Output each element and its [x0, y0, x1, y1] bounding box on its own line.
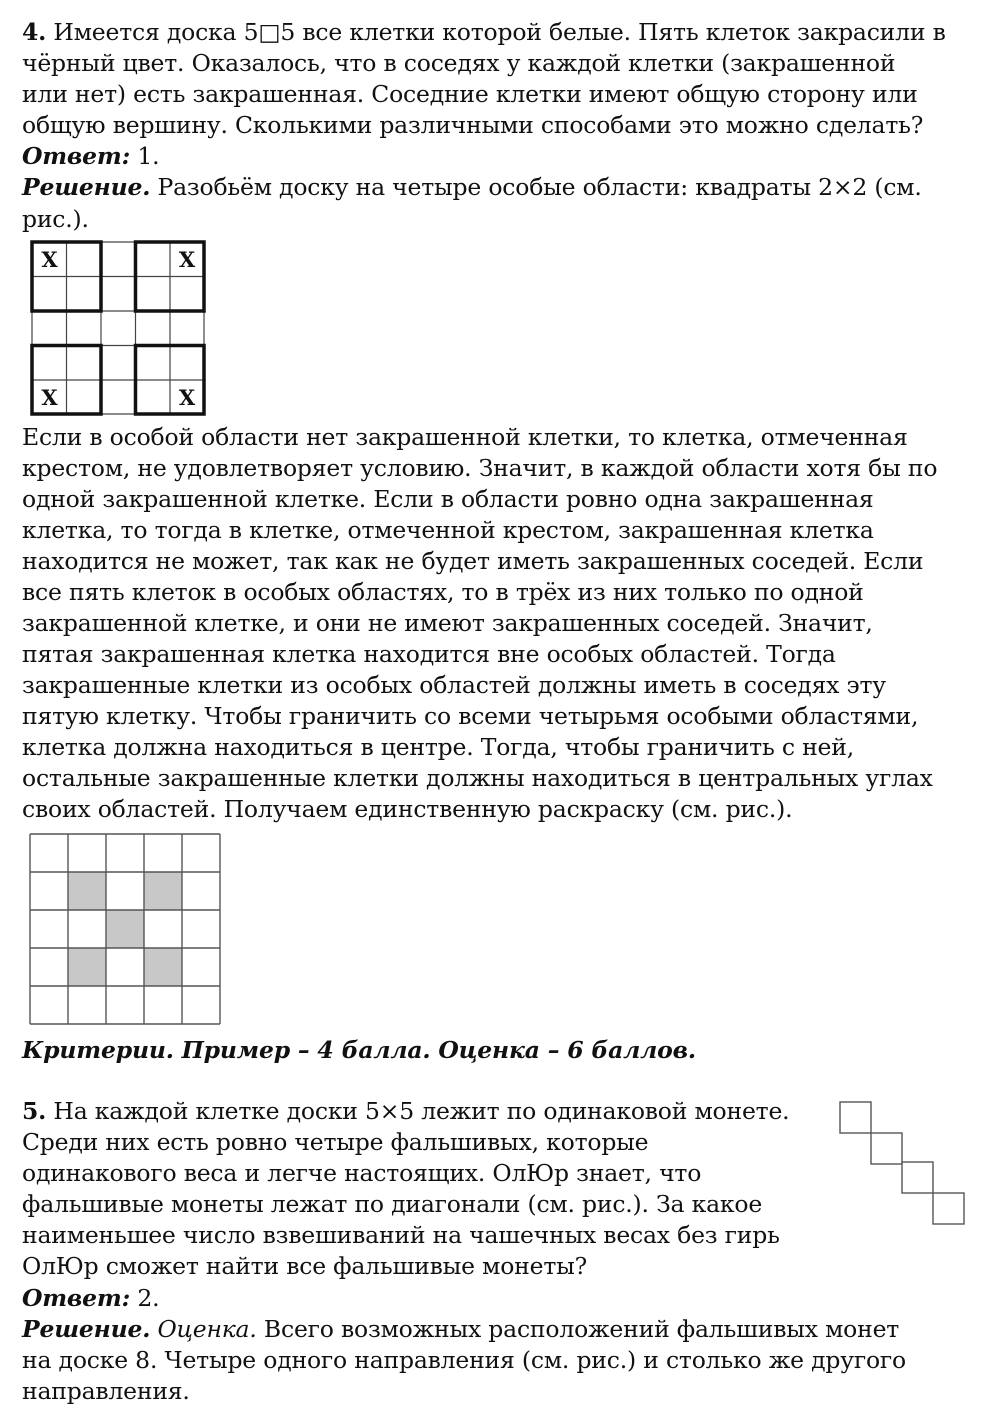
solution-body-line-13: своих областей. Получаем единственную раскраску (см. рис.). [22, 795, 793, 823]
solution-body-line-4: клетка, то тогда в клетке, отмеченной крестом, закрашенная клетка [22, 516, 874, 544]
diagonal-cell-2 [871, 1133, 902, 1164]
shaded-cell [68, 872, 106, 910]
problem5-line-2: Среди них есть ровно четыре фальшивых, которые [22, 1128, 649, 1156]
problem5-line-5: наименьшее число взвешиваний на чашечных весах без гирь [22, 1221, 780, 1249]
answer-label: Ответ: [22, 142, 131, 170]
estimate-label: Оценка. [150, 1315, 257, 1343]
figure-diagonal-coins [838, 1100, 968, 1226]
criteria-line: Критерии. Пример – 4 балла. Оценка – 6 баллов. [22, 1036, 696, 1064]
problem5-answer [22, 1283, 159, 1313]
problem4-line-3: или нет) есть закрашенная. Соседние клетки имеют общую сторону или [22, 80, 918, 108]
problem4-number: 4. [22, 18, 47, 46]
problem5-line-1: 5. На каждой клетке доски 5×5 лежит по одинаковой монете. [22, 1097, 790, 1125]
problem4-answer [22, 141, 159, 171]
solution-body-line-10: пятую клетку. Чтобы граничить со всеми четырьмя особыми областями, [22, 702, 919, 730]
solution-label: Решение. [22, 173, 151, 201]
diagonal-cell-4 [933, 1193, 964, 1224]
shaded-cell [68, 948, 106, 986]
problem5-number: 5. [22, 1097, 47, 1125]
diagonal-cell-3 [902, 1162, 933, 1193]
problem5-line-3: одинакового веса и легче настоящих. ОлЮр знает, что [22, 1159, 702, 1187]
solution-body-line-1: Если в особой области нет закрашенной клетки, то клетка, отмеченная [22, 423, 908, 451]
solution-body-line-7: закрашенной клетке, и они не имеют закрашенных соседей. Значит, [22, 609, 873, 637]
problem5-solution-line-2: на доске 8. Четыре одного направления (см. рис.) и столько же другого [22, 1346, 906, 1374]
diagonal-cell-1 [840, 1102, 871, 1133]
problem5-line-6: ОлЮр сможет найти все фальшивые монеты? [22, 1252, 588, 1280]
answer-label: Ответ: [22, 1284, 131, 1312]
solution-body-line-8: пятая закрашенная клетка находится вне особых областей. Тогда [22, 640, 836, 668]
problem4-line-1: 4. Имеется доска 5□5 все клетки которой белые. Пять клеток закрасили в [22, 18, 946, 46]
shaded-cell [144, 872, 182, 910]
solution-body-line-3: одной закрашенной клетке. Если в области ровно одна закрашенная [22, 485, 874, 513]
solution-body-line-9: закрашенные клетки из особых областей должны иметь в соседях эту [22, 671, 886, 699]
problem5-line-4: фальшивые монеты лежат по диагонали (см. рис.). За какое [22, 1190, 763, 1218]
problem4-solution-line-2: рис.). [22, 205, 89, 233]
cross-mark-bottom-left: X [41, 385, 58, 410]
solution-body-line-11: клетка должна находиться в центре. Тогда, чтобы граничить с ней, [22, 733, 854, 761]
cross-mark-bottom-right: X [178, 385, 196, 410]
problem4-line-4: общую вершину. Сколькими различными способами это можно сделать? [22, 111, 924, 139]
answer-value: 2. [130, 1284, 160, 1312]
figure-special-regions [30, 240, 210, 416]
problem5-solution-line-1: Решение. Оценка. Всего возможных расположений фальшивых монет [22, 1315, 900, 1343]
problem4-line-2: чёрный цвет. Оказалось, что в соседях у каждой клетки (закрашенной [22, 49, 896, 77]
solution-label: Решение. [22, 1315, 151, 1343]
cross-mark-top-right: X [178, 247, 196, 272]
problem5-solution-line-3: направления. [22, 1377, 190, 1405]
solution-body-line-2: крестом, не удовлетворяет условию. Значит, в каждой области хотя бы по [22, 454, 938, 482]
figure-coloring-grid [28, 832, 224, 1026]
solution-body-line-12: остальные закрашенные клетки должны находиться в центральных углах [22, 764, 933, 792]
solution-body-line-5: находится не может, так как не будет иметь закрашенных соседей. Если [22, 547, 924, 575]
problem4-solution-line-1: Решение. Разобьём доску на четыре особые области: квадраты 2×2 (см. [22, 173, 922, 201]
solution-body-line-6: все пять клеток в особых областях, то в трёх из них только по одной [22, 578, 864, 606]
cross-mark-top-left: X [41, 247, 58, 272]
shaded-cell [106, 910, 144, 948]
shaded-cell [144, 948, 182, 986]
answer-value: 1. [130, 142, 160, 170]
